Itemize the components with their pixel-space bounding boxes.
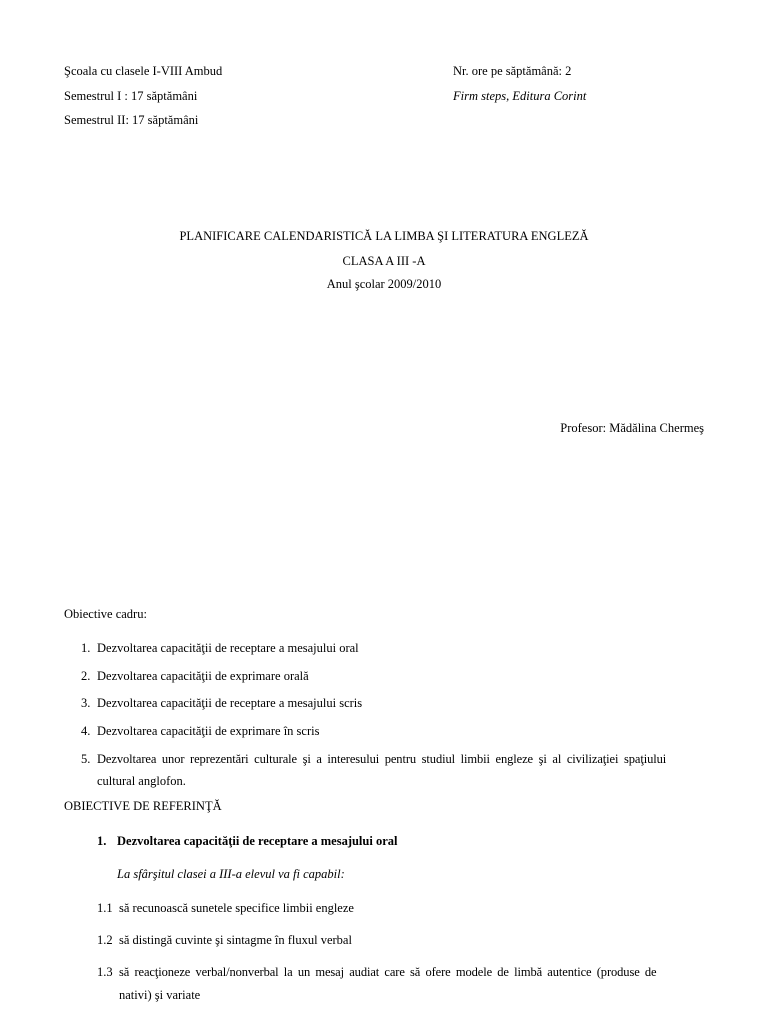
reference-heading: OBIECTIVE DE REFERINŢĂ [64, 799, 222, 813]
teacher-name: Profesor: Mădălina Chermeş [560, 421, 704, 435]
semester-1: Semestrul I : 17 săptămâni [64, 89, 198, 103]
list-item: Dezvoltarea capacităţii de exprimare în scris [97, 724, 320, 738]
list-item: Dezvoltarea capacităţii de receptare a mesajului oral [97, 641, 359, 655]
list-item: să distingă cuvinte şi sintagme în fluxul verbal [119, 933, 352, 947]
semester-2: Semestrul II: 17 săptămâni [64, 113, 199, 127]
section-title: Dezvoltarea capacităţii de receptare a mesajului oral [117, 834, 398, 848]
list-item-continuation: nativi) şi variate [119, 988, 201, 1002]
textbook: Firm steps, Editura Corint [453, 89, 587, 103]
document-title: PLANIFICARE CALENDARISTICĂ LA LIMBA ŞI LITERATURA ENGLEZĂ [179, 229, 589, 243]
list-item-number: 3. [81, 696, 91, 710]
list-item-number: 1. [81, 641, 91, 655]
school-name: Şcoala cu clasele I-VIII Ambud [64, 64, 223, 78]
list-item: să reacţioneze verbal/nonverbal la un mesaj audiat care să ofere modele de limbă autentice (produse de [119, 965, 657, 979]
list-item-number: 1.2 [97, 933, 113, 947]
list-item-number: 2. [81, 669, 91, 683]
section-intro: La sfârşitul clasei a III-a elevul va fi capabil: [117, 867, 345, 881]
school-year: Anul şcolar 2009/2010 [326, 277, 442, 291]
list-item-number: 5. [81, 752, 91, 766]
list-item-number: 1.1 [97, 901, 113, 915]
section-number: 1. [97, 834, 107, 848]
list-item: Dezvoltarea capacităţii de receptare a mesajului scris [97, 696, 363, 710]
list-item-number: 4. [81, 724, 91, 738]
list-item: Dezvoltarea capacităţii de exprimare orală [97, 669, 309, 683]
list-item: Dezvoltarea unor reprezentări culturale şi a interesului pentru studiul limbii engleze şi al civilizaţiei spaţiului [97, 752, 667, 766]
list-item-number: 1.3 [97, 965, 113, 979]
hours-per-week: Nr. ore pe săptămână: 2 [453, 64, 572, 78]
list-item: să recunoască sunetele specifice limbii engleze [119, 901, 354, 915]
class-title: CLASA A III -A [342, 254, 426, 268]
list-item-continuation: cultural anglofon. [97, 774, 186, 788]
framework-heading: Obiective cadru: [64, 607, 147, 621]
